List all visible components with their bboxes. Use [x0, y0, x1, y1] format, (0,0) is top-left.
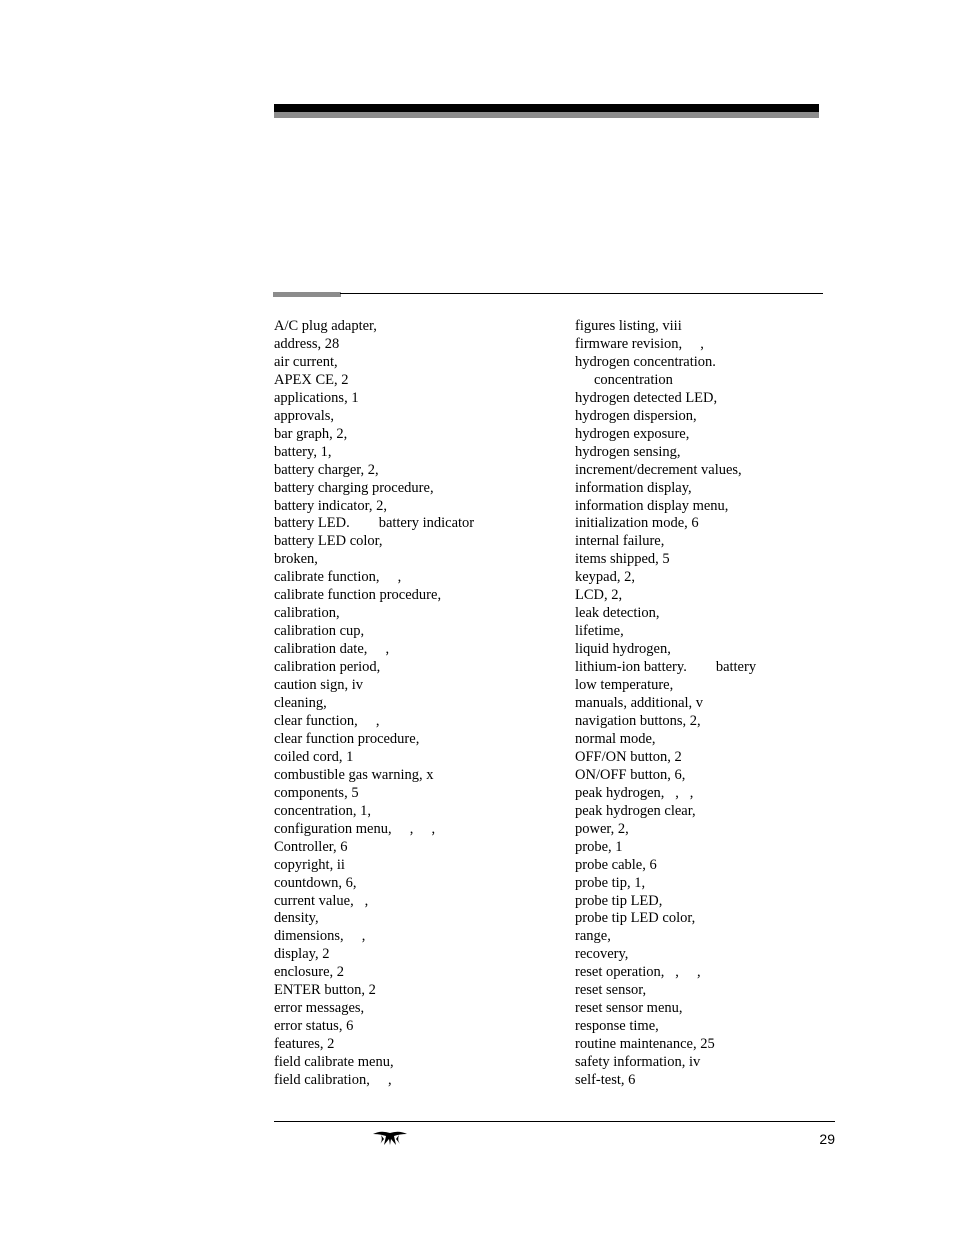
index-left-column: [274, 318, 564, 1090]
index-entry: APEX CE, 2: [274, 371, 349, 388]
index-entry: broken,: [274, 551, 318, 568]
index-entry: clear function procedure,: [274, 730, 420, 747]
index-entry: probe tip LED,: [575, 892, 663, 909]
index-entry: LCD, 2,: [575, 587, 623, 604]
index-entry: countdown, 6,: [274, 874, 357, 891]
index-entry: probe, 1: [575, 838, 623, 855]
index-entry: calibration period,: [274, 659, 381, 676]
index-entry: recovery,: [575, 946, 629, 963]
index-entry: current value, ,: [274, 892, 369, 909]
index-entry: items shipped, 5: [575, 551, 670, 568]
index-entry: components, 5: [274, 784, 359, 801]
index-entry: field calibration, ,: [274, 1072, 392, 1089]
index-entry: battery LED color,: [274, 533, 383, 550]
index-entry: peak hydrogen clear,: [575, 802, 696, 819]
index-entry: concentration, 1,: [274, 802, 372, 819]
index-entry: field calibrate menu,: [274, 1054, 394, 1071]
index-entry: initialization mode, 6: [575, 515, 699, 532]
index-entry: routine maintenance, 25: [575, 1036, 715, 1053]
index-entry: error messages,: [274, 1000, 365, 1017]
index-entry: information display menu,: [575, 497, 729, 514]
header-rule-black: [274, 104, 819, 112]
index-entry: firmware revision, ,: [575, 335, 704, 352]
index-entry: bar graph, 2,: [274, 425, 348, 442]
index-entry: normal mode,: [575, 730, 656, 747]
index-entry: information display,: [575, 479, 692, 496]
index-entry: A/C plug adapter,: [274, 318, 377, 334]
footer-divider: [274, 1121, 835, 1122]
index-entry: probe tip LED color,: [575, 910, 696, 927]
index-entry: hydrogen exposure,: [575, 425, 690, 442]
index-entry: approvals,: [274, 407, 334, 424]
index-entry: increment/decrement values,: [575, 461, 742, 478]
index-right-column: [575, 318, 825, 1090]
index-entry: ENTER button, 2: [274, 982, 376, 999]
index-entry: lifetime,: [575, 623, 624, 640]
index-entry: clear function, ,: [274, 712, 380, 729]
index-entry: probe cable, 6: [575, 856, 657, 873]
index-entry: address, 28: [274, 335, 340, 352]
index-entry: display, 2: [274, 946, 330, 963]
index-entry: response time,: [575, 1018, 659, 1035]
index-entry: manuals, additional, v: [575, 695, 704, 712]
index-entry: battery indicator, 2,: [274, 497, 387, 514]
header-rule-gray: [274, 112, 819, 118]
teledyne-logo-icon: [372, 1130, 408, 1146]
index-entry: figures listing, viii: [575, 318, 682, 334]
index-entry: lithium-ion battery. battery: [575, 659, 757, 676]
index-entry: navigation buttons, 2,: [575, 712, 701, 729]
index-entry: reset sensor menu,: [575, 1000, 683, 1017]
index-entry: ON/OFF button, 6,: [575, 766, 686, 783]
index-entry: calibration,: [274, 605, 340, 622]
index-entry: cleaning,: [274, 695, 327, 712]
index-entry: hydrogen concentration.: [575, 353, 716, 370]
index-entry: battery charging procedure,: [274, 479, 434, 496]
index-entry: error status, 6: [274, 1018, 354, 1035]
section-divider: [340, 293, 823, 294]
index-entry: configuration menu, , ,: [274, 820, 436, 837]
index-entry: features, 2: [274, 1036, 335, 1053]
index-entry: battery LED. battery indicator: [274, 515, 475, 532]
index-entry: reset sensor,: [575, 982, 647, 999]
index-entry: battery charger, 2,: [274, 461, 379, 478]
index-entry: calibration date, ,: [274, 641, 390, 658]
index-entry: leak detection,: [575, 605, 660, 622]
index-entry: enclosure, 2: [274, 964, 345, 981]
index-entry: caution sign, iv: [274, 677, 364, 694]
index-entry: density,: [274, 910, 319, 927]
index-entry: hydrogen detected LED,: [575, 389, 718, 406]
index-entry: range,: [575, 928, 611, 945]
index-entry: coiled cord, 1: [274, 748, 354, 765]
index-entry: internal failure,: [575, 533, 665, 550]
index-entry: calibrate function, ,: [274, 569, 402, 586]
page-number: 29: [819, 1131, 835, 1147]
index-entry: self-test, 6: [575, 1072, 636, 1089]
index-entry: low temperature,: [575, 677, 674, 694]
index-entry: Controller, 6: [274, 838, 348, 855]
index-entry: calibration cup,: [274, 623, 365, 640]
index-entry: dimensions, ,: [274, 928, 366, 945]
index-entry: battery, 1,: [274, 443, 332, 460]
index-entry: keypad, 2,: [575, 569, 635, 586]
index-entry: air current,: [274, 353, 338, 370]
index-entry: hydrogen dispersion,: [575, 407, 697, 424]
index-entry: applications, 1: [274, 389, 359, 406]
index-entry: probe tip, 1,: [575, 874, 646, 891]
index-entry: safety information, iv: [575, 1054, 701, 1071]
index-entry: calibrate function procedure,: [274, 587, 442, 604]
index-entry: OFF/ON button, 2: [575, 748, 682, 765]
index-entry: reset operation, , ,: [575, 964, 701, 981]
index-entry: power, 2,: [575, 820, 629, 837]
index-entry: combustible gas warning, x: [274, 766, 434, 783]
index-entry: hydrogen sensing,: [575, 443, 681, 460]
index-entry: concentration: [594, 371, 673, 388]
index-entry: copyright, ii: [274, 856, 345, 873]
index-entry: liquid hydrogen,: [575, 641, 671, 658]
section-tab-marker: [273, 292, 341, 297]
index-entry: peak hydrogen, , ,: [575, 784, 694, 801]
